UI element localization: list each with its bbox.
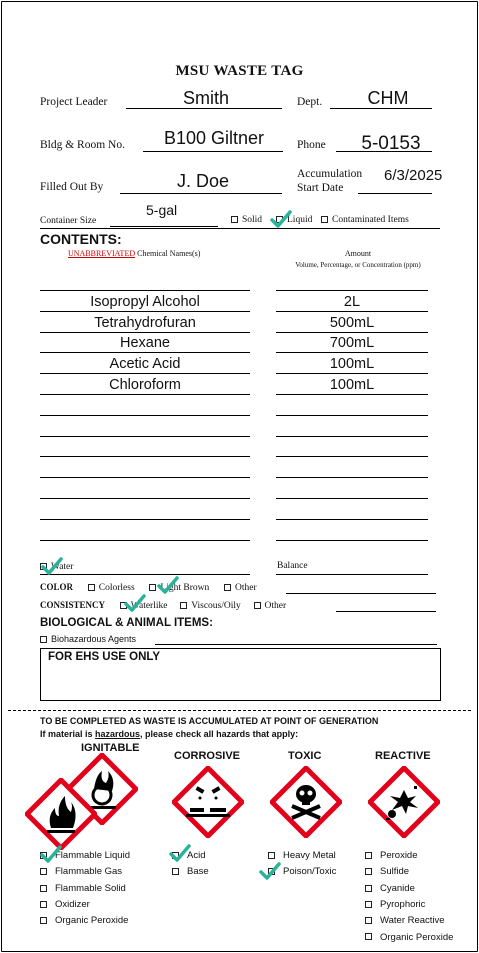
page-title: MSU WASTE TAG bbox=[175, 63, 304, 79]
ignitable-hazard-option[interactable] bbox=[40, 883, 126, 894]
ignitable-hazard-label: Organic Peroxide bbox=[55, 915, 129, 927]
chemical-name-line bbox=[40, 477, 250, 478]
skull-crossbones-pictogram-icon bbox=[270, 766, 342, 838]
reactive-title: REACTIVE bbox=[375, 750, 431, 762]
explosive-pictogram-icon bbox=[368, 766, 440, 838]
colorless-checkbox[interactable] bbox=[88, 584, 95, 591]
chemical-name-line bbox=[40, 498, 250, 499]
color-light-brown-option[interactable]: Light Brown bbox=[149, 583, 209, 593]
ignitable-hazard-label: Oxidizer bbox=[55, 898, 90, 910]
corrosive-hazard-option[interactable] bbox=[172, 866, 209, 877]
reactive-hazard-option[interactable] bbox=[365, 866, 409, 877]
chemical-name-field[interactable]: Tetrahydrofuran bbox=[94, 314, 196, 331]
reactive-hazard-label: Organic Peroxide bbox=[380, 931, 454, 943]
amount-line bbox=[276, 290, 428, 291]
chemical-name-field[interactable]: Chloroform bbox=[109, 377, 181, 393]
chemical-name-line bbox=[40, 519, 250, 520]
reactive-hazard-checkbox[interactable] bbox=[365, 933, 372, 940]
ignitable-hazard-label: Flammable Gas bbox=[55, 866, 123, 878]
light-brown-checkbox[interactable] bbox=[149, 584, 156, 591]
project-leader-field[interactable]: Smith bbox=[182, 88, 229, 108]
chemical-name-field[interactable]: Hexane bbox=[120, 335, 170, 352]
chemical-name-field[interactable]: Isopropyl Alcohol bbox=[90, 293, 200, 310]
tear-line bbox=[8, 710, 471, 711]
reactive-hazard-checkbox[interactable] bbox=[365, 852, 372, 859]
amount-line bbox=[276, 519, 428, 520]
color-other-option[interactable]: Other bbox=[224, 583, 257, 593]
balance-label: Balance bbox=[277, 561, 308, 571]
consistency-row bbox=[40, 600, 286, 611]
reactive-hazard-label: Peroxide bbox=[380, 850, 418, 861]
accumulation-label: Accumulation bbox=[297, 168, 363, 180]
chemical-name-line bbox=[40, 373, 250, 374]
amount-line bbox=[276, 373, 428, 374]
chemical-name-line bbox=[40, 290, 250, 291]
water-checkmark-icon bbox=[41, 557, 63, 575]
color-label: COLOR bbox=[40, 582, 74, 592]
consistency-other-checkbox[interactable] bbox=[254, 602, 261, 609]
ignitable-hazard-label: Flammable Liquid bbox=[55, 850, 130, 861]
biological-heading: BIOLOGICAL & ANIMAL ITEMS: bbox=[40, 617, 213, 629]
hazard-instruction: TO BE COMPLETED AS WASTE IS ACCUMULATED AT POINT OF GENERATION bbox=[40, 716, 379, 726]
reactive-hazard-label: Cyanide bbox=[380, 882, 415, 894]
amount-line bbox=[276, 415, 428, 416]
poison-toxic-checkmark-icon bbox=[259, 862, 281, 880]
chemical-name-line bbox=[40, 394, 250, 395]
toxic-hazard-checkbox[interactable] bbox=[268, 852, 275, 859]
chemical-name-line bbox=[40, 456, 250, 457]
phone-label: Phone bbox=[297, 139, 326, 151]
container-size-field[interactable]: 5-gal bbox=[146, 202, 178, 218]
light-brown-checkmark-icon bbox=[157, 576, 179, 594]
corrosive-hazard-label: Base bbox=[187, 866, 209, 878]
hazard-instruction-2: If material is hazardous, please check all hazards that apply: bbox=[40, 729, 299, 739]
ignitable-hazard-checkbox[interactable] bbox=[40, 901, 47, 908]
toxic-hazard-label: Heavy Metal bbox=[283, 850, 336, 861]
chemical-name-line bbox=[40, 415, 250, 416]
amount-subheader: Volume, Percentage, or Concentration (ppm) bbox=[295, 261, 421, 269]
reactive-hazard-checkbox[interactable] bbox=[365, 901, 372, 908]
chemical-names-header: UNABBREVIATED Chemical Names(s) bbox=[68, 249, 201, 258]
biohazardous-checkbox[interactable] bbox=[40, 636, 47, 643]
reactive-hazard-option[interactable] bbox=[365, 932, 453, 943]
ignitable-hazard-option[interactable] bbox=[40, 899, 90, 910]
liquid-option[interactable]: Liquid bbox=[276, 215, 312, 225]
amount-line bbox=[276, 332, 428, 333]
contents-heading: CONTENTS: bbox=[40, 231, 122, 247]
ignitable-hazard-checkbox[interactable] bbox=[40, 868, 47, 875]
corrosive-hazard-label: Acid bbox=[187, 850, 206, 861]
filled-out-by-field[interactable]: J. Doe bbox=[176, 171, 230, 191]
water-option[interactable]: Water bbox=[40, 562, 73, 572]
contaminated-items-option[interactable]: Contaminated Items bbox=[321, 215, 409, 225]
viscous-checkbox[interactable] bbox=[180, 602, 187, 609]
amount-line bbox=[276, 436, 428, 437]
ignitable-title: IGNITABLE bbox=[81, 742, 140, 754]
consistency-label: CONSISTENCY bbox=[40, 600, 106, 610]
amount-line bbox=[276, 540, 428, 541]
flammable-liquid-checkmark-icon bbox=[40, 845, 62, 863]
amount-field[interactable]: 100mL bbox=[329, 356, 375, 373]
color-other-checkbox[interactable] bbox=[224, 584, 231, 591]
dept-label: Dept. bbox=[297, 96, 323, 108]
start-date-label: Start Date bbox=[297, 182, 344, 194]
dept-field[interactable]: CHM bbox=[367, 88, 409, 108]
amount-line bbox=[276, 498, 428, 499]
ignitable-hazard-checkbox[interactable] bbox=[40, 917, 47, 924]
color-row bbox=[40, 582, 257, 593]
solid-option[interactable]: Solid bbox=[231, 215, 262, 225]
phone-field[interactable]: 5-0153 bbox=[361, 133, 421, 154]
chemical-name-line bbox=[40, 352, 250, 353]
amount-field[interactable]: 100mL bbox=[329, 377, 375, 393]
bldg-room-field[interactable]: B100 Giltner bbox=[163, 128, 265, 148]
ignitable-hazard-option[interactable] bbox=[40, 866, 122, 877]
consistency-waterlike-option[interactable]: Waterlike bbox=[120, 601, 168, 611]
bldg-room-label: Bldg & Room No. bbox=[40, 139, 125, 151]
toxic-hazard-label: Poison/Toxic bbox=[283, 866, 337, 878]
toxic-hazard-option[interactable] bbox=[268, 850, 336, 861]
container-size-label: Container Size bbox=[40, 216, 97, 226]
chemical-name-field[interactable]: Acetic Acid bbox=[109, 356, 181, 373]
corrosive-hazard-checkbox[interactable] bbox=[172, 868, 179, 875]
amount-field[interactable]: 700mL bbox=[329, 335, 375, 352]
reactive-hazard-checkbox[interactable] bbox=[365, 868, 372, 875]
amount-field[interactable]: 500mL bbox=[329, 314, 375, 331]
amount-line bbox=[276, 311, 428, 312]
amount-line bbox=[276, 394, 428, 395]
chemical-name-line bbox=[40, 436, 250, 437]
ignitable-hazard-checkbox[interactable] bbox=[40, 885, 47, 892]
corrosive-title: CORROSIVE bbox=[174, 750, 241, 762]
chemical-name-line bbox=[40, 332, 250, 333]
contaminated-checkbox[interactable] bbox=[321, 216, 328, 223]
amount-line bbox=[276, 352, 428, 353]
toxic-title: TOXIC bbox=[288, 750, 322, 762]
waterlike-checkmark-icon bbox=[124, 594, 146, 612]
amount-header: Amount bbox=[344, 249, 372, 258]
reactive-hazard-label: Sulfide bbox=[380, 866, 410, 878]
reactive-hazard-option[interactable] bbox=[365, 915, 445, 926]
solid-checkbox[interactable] bbox=[231, 216, 238, 223]
amount-line bbox=[276, 456, 428, 457]
consistency-viscous-option[interactable]: Viscous/Oily bbox=[180, 601, 241, 611]
ehs-use-label: FOR EHS USE ONLY bbox=[48, 651, 161, 663]
acid-checkmark-icon bbox=[169, 844, 191, 862]
amount-field[interactable]: 2L bbox=[343, 293, 361, 310]
corrosive-pictogram-icon bbox=[172, 766, 244, 838]
reactive-hazard-label: Pyrophoric bbox=[380, 898, 426, 910]
ignitable-hazard-label: Flammable Solid bbox=[55, 882, 126, 894]
project-leader-label: Project Leader bbox=[40, 96, 108, 108]
reactive-hazard-option[interactable] bbox=[365, 899, 425, 910]
reactive-hazard-option[interactable] bbox=[365, 850, 418, 861]
liquid-checkmark-icon bbox=[270, 210, 292, 228]
color-colorless-option[interactable]: Colorless bbox=[88, 583, 135, 593]
ignitable-hazard-option[interactable] bbox=[40, 915, 128, 926]
accumulation-start-date-field[interactable]: 6/3/2025 bbox=[384, 167, 443, 184]
biohazardous-option[interactable]: Biohazardous Agents bbox=[40, 634, 136, 644]
chemical-name-line bbox=[40, 540, 250, 541]
reactive-hazard-checkbox[interactable] bbox=[365, 917, 372, 924]
amount-line bbox=[276, 477, 428, 478]
filled-out-by-label: Filled Out By bbox=[40, 181, 104, 193]
chemical-name-line bbox=[40, 311, 250, 312]
reactive-hazard-checkbox[interactable] bbox=[365, 885, 372, 892]
consistency-other-option[interactable]: Other bbox=[254, 601, 287, 611]
flammable-pictogram-icon bbox=[25, 778, 97, 850]
reactive-hazard-option[interactable] bbox=[365, 883, 415, 894]
reactive-hazard-label: Water Reactive bbox=[380, 915, 445, 927]
